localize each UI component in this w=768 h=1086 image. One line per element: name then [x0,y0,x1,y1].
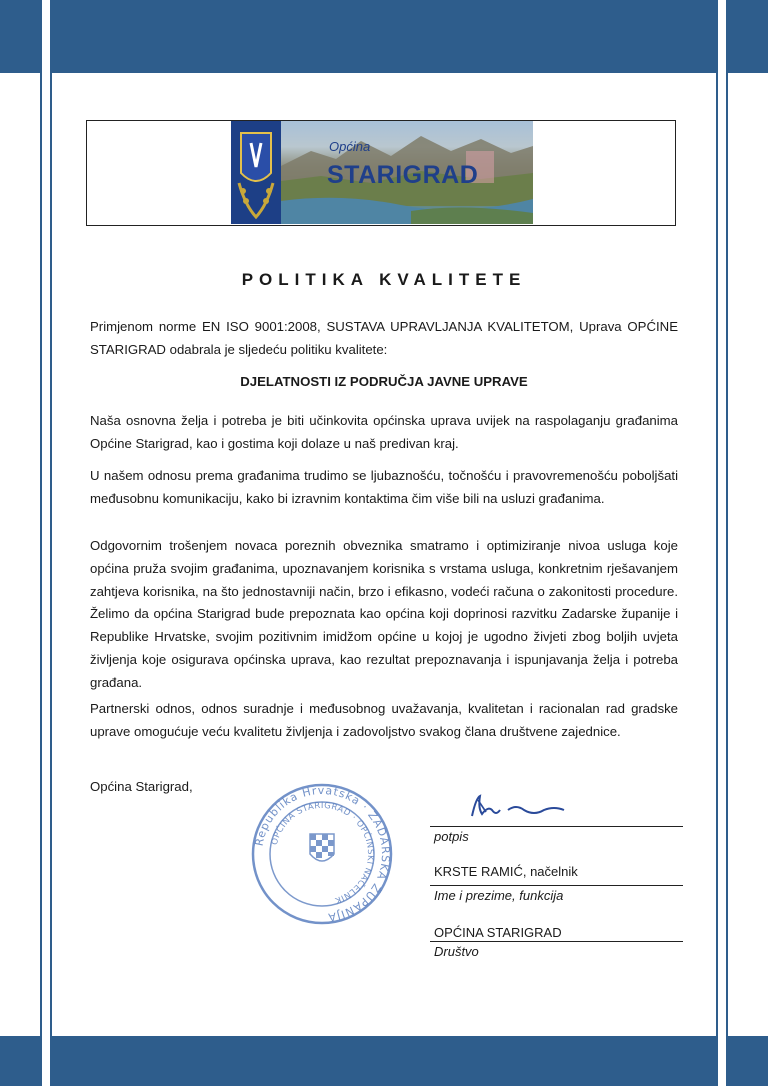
frame-top-inner [52,0,716,73]
document-title: POLITIKA KVALITETE [241,270,527,289]
organization-caption: Društvo [434,944,479,959]
frame-line [50,0,52,1086]
section-subtitle: DJELATNOSTI IZ PODRUČJA JAVNE UPRAVE [240,374,528,389]
stamp-inner-text: OPĆINA STARIGRAD · OPĆINSKI NAČELNIK [269,800,376,906]
frame-line [716,0,718,1086]
organization-name: OPĆINA STARIGRAD [434,925,562,940]
intro-paragraph: Primjenom norme EN ISO 9001:2008, SUSTAVA UPRAVLJANJA KVALITETOM, Uprava OPĆINE STARIGRAD odabrala je sljedeću politiku kvalitete: [90,319,678,357]
stamp-outer-text: Republika Hrvatska · ZADARSKA ŽUPANIJA [252,783,393,924]
signature-line [430,826,683,827]
paragraph-2: U našem odnosu prema građanima trudimo se ljubaznošću, točnošću i pravovremenošću poboljšati međusobnu komunikaciju, kako bi izravnim kontaktima čim više bili na usluzi građanima. [90,468,678,506]
handwritten-signature-icon [460,792,570,822]
svg-text:OPĆINA STARIGRAD · OPĆINSKI NA [270,801,375,905]
signature-caption: potpis [434,829,469,844]
frame-gap-right [718,0,726,1086]
frame-line [726,0,728,1086]
sign-place: Općina Starigrad, [90,779,193,794]
paragraph-3: Odgovornim trošenjem novaca poreznih obveznika smatramo i optimiziranje nivoa usluga koje općina pruža svojim građanima, upoznavanjem korisnika s vrstama usluga, konkretnim rješavanjem zahtjeva korisnika, na što jednostavniji način, brzo i efikasno, vodeći računa o zakonitosti procedure. Želimo da općina Starigrad bude prepoznata kao općina koji doprinosi razvitku Zadarske županije i Republike Hrvatske, svojim pozitivnim imidžom općine u kojoj je ugodno živjeti zbog boljih uvjeta življenja koje osigurava općinska uprava, kao rezultat prepoznavanja i ispunjavanja želja i potreba građana. [90,538,678,690]
banner-opcina-label: Općina [329,139,371,154]
name-caption: Ime i prezime, funkcija [434,888,564,903]
official-stamp-icon [250,782,394,926]
signatory-name: KRSTE RAMIĆ, načelnik [434,864,578,879]
frame-bottom-inner [52,1036,716,1086]
paragraph-4: Partnerski odnos, odnos suradnje i međusobnog uvažavanja, kvalitetan i racionalan rad gradske uprave omogućuje veću kvalitetu življenja i zadovoljstvo svakog člana društvene zajednice. [90,701,678,739]
paragraph-1: Naša osnovna želja i potreba je biti učinkovita općinska uprava uvijek na raspolaganju građanima Općine Starigrad, kao i gostima koji dolaze u naš predivan kraj. [90,413,678,451]
organization-line [430,941,683,942]
banner-municipality-name: STARIGRAD [327,161,479,189]
header-banner-box [86,120,676,226]
banner-image [231,121,533,224]
frame-line [40,0,42,1086]
coat-of-arms-icon [231,121,281,224]
frame-gap-left [42,0,50,1086]
name-line [430,885,683,886]
